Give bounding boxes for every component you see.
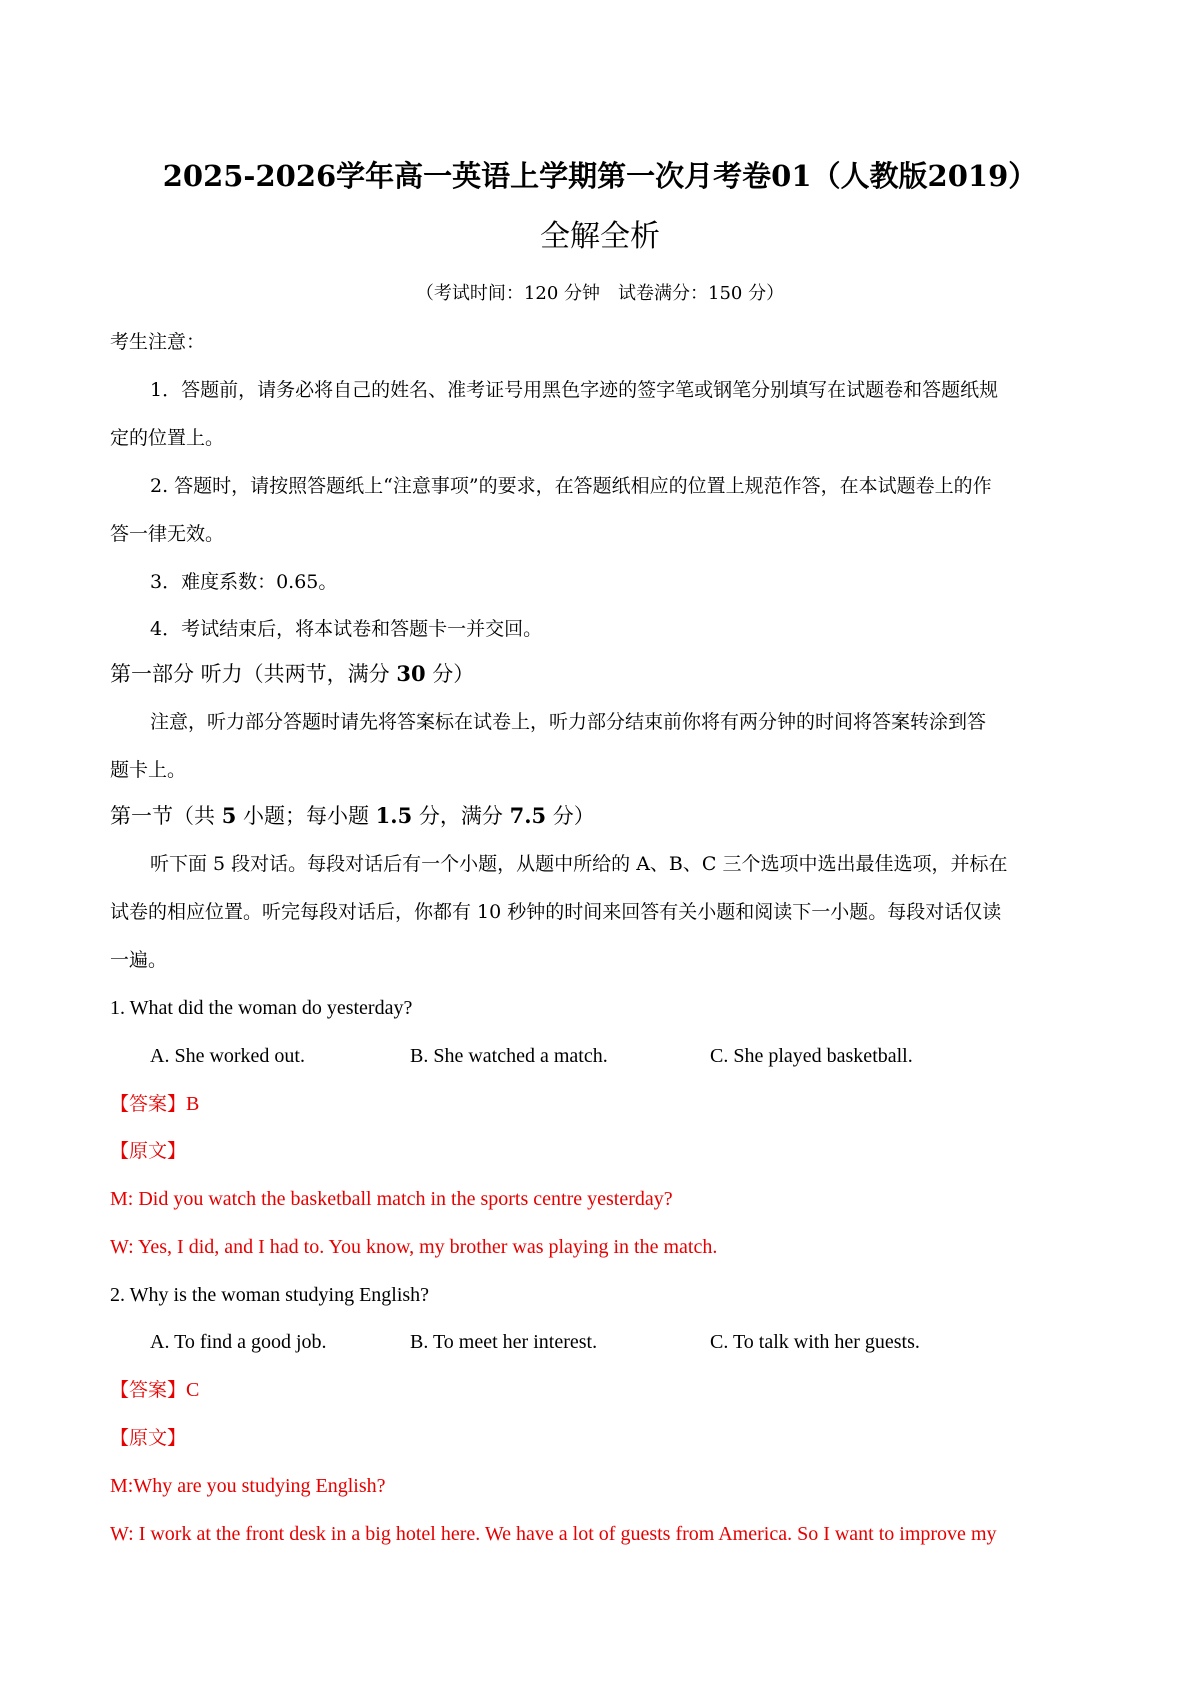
section1-instr-line-2: 试卷的相应位置。听完每段对话后，你都有 10 秒钟的时间来回答有关小题和阅读下一小题。每段对话仅读 — [110, 901, 1002, 923]
page-title: 2025-2026学年高一英语上学期第一次月考卷01（人教版2019） — [162, 159, 1038, 193]
question-2-option-a: A. To find a good job. — [150, 1331, 327, 1353]
question-1-option-c: C. She played basketball. — [710, 1045, 913, 1067]
notice-item-1-line-2: 定的位置上。 — [110, 427, 225, 449]
section1-total: 7.5 — [509, 803, 547, 828]
question-1-option-b: B. She watched a match. — [410, 1045, 608, 1067]
notice-item-3: 3．难度系数：0.65。 — [150, 571, 338, 593]
question-2-option-c: C. To talk with her guests. — [710, 1331, 920, 1353]
question-1-transcript-line-2: W: Yes, I did, and I had to. You know, my brother was playing in the match. — [110, 1236, 718, 1258]
question-2-transcript-label: 【原文】 — [110, 1427, 187, 1449]
notice-item-2-line-2: 答一律无效。 — [110, 523, 225, 545]
answer-value: C — [186, 1379, 200, 1401]
notice-item-1-line-1: 1．答题前，请务必将自己的姓名、准考证号用黑色字迹的签字笔或钢笔分别填写在试题卷和答题纸规 — [150, 379, 999, 401]
notice-item-4: 4．考试结束后，将本试卷和答题卡一并交回。 — [150, 618, 543, 640]
answer-label: 【答案】 — [110, 1379, 187, 1401]
part1-heading-text: 第一部分 听力（共两节，满分 — [110, 662, 397, 686]
section1-heading-a: 第一节（共 — [110, 804, 222, 828]
transcript-text: W: I work at the front desk in a big hotel here. We have a lot of guests from America. So I want to improve my — [110, 1523, 997, 1545]
question-2-transcript-line-1: M:Why are you studying English? — [110, 1475, 386, 1497]
part1-note-line-2: 题卡上。 — [110, 759, 187, 781]
question-2-option-b: B. To meet her interest. — [410, 1331, 598, 1353]
exam-info: （考试时间：120 分钟 试卷满分：150 分） — [415, 283, 785, 304]
section1-heading-c: 小题；每小题 — [236, 804, 376, 828]
section1-instr-line-3: 一遍。 — [110, 949, 168, 971]
part1-note-line-1: 注意，听力部分答题时请先将答案标在试卷上，听力部分结束前你将有两分钟的时间将答案转涂到答 — [150, 711, 987, 733]
part1-heading-end: 分） — [425, 662, 475, 686]
section1-instr-line-1: 听下面 5 段对话。每段对话后有一个小题，从题中所给的 A、B、C 三个选项中选出最佳选项，并标在 — [150, 853, 1008, 875]
question-1-stem: 1. What did the woman do yesterday? — [110, 997, 413, 1019]
section1-count: 5 — [221, 803, 237, 828]
part1-heading — [110, 660, 474, 688]
question-1-answer — [110, 1092, 199, 1116]
section1-heading-g: 分） — [546, 804, 595, 828]
answer-label: 【答案】 — [110, 1093, 187, 1115]
part1-score: 30 — [396, 661, 426, 686]
question-1-transcript-label: 【原文】 — [110, 1140, 187, 1162]
question-2-answer — [110, 1378, 199, 1402]
section1-heading — [110, 802, 595, 830]
notice-item-2-line-1: 2. 答题时，请按照答题纸上“注意事项”的要求，在答题纸相应的位置上规范作答，在本试题卷上的作 — [150, 475, 992, 497]
answer-value: B — [186, 1093, 200, 1115]
question-1-option-a: A. She worked out. — [150, 1045, 305, 1067]
section1-heading-e: 分，满分 — [412, 804, 510, 828]
question-2-stem: 2. Why is the woman studying English? — [110, 1284, 430, 1306]
page-subtitle: 全解全析 — [540, 219, 660, 254]
question-1-transcript-line-1: M: Did you watch the basketball match in the sports centre yesterday? — [110, 1188, 673, 1210]
section1-per-score: 1.5 — [375, 803, 413, 828]
question-2-transcript-line-2 — [110, 1522, 1095, 1546]
notice-heading: 考生注意： — [110, 331, 206, 353]
